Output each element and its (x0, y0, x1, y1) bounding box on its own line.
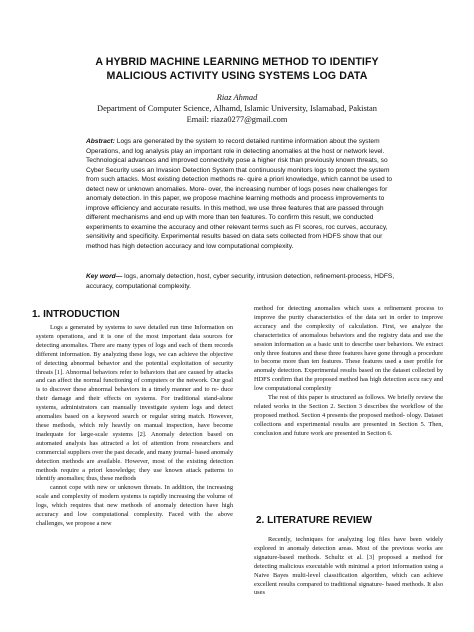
author-affiliation: Department of Computer Science, Alhamd, Islamic University, Islamabad, Pakistan (97, 104, 377, 113)
intro-paragraph-3: method for detecting anomalies which uses a refinement process to improve the purity characteristics of the data set in order to improve accuracy and the complexity of calculation. First, we analyze the characteristics of anomalous behaviors and the registry data and use the session information as a basic unit to describe user behaviors. We extract only three features and these three features have gone through a procedure to become more than ten features. These features used a user profile for anomaly detection. Experimental results based on the dataset collected by HDFS confirm that the proposed method has high detection accu racy and low computational complexity (254, 305, 443, 393)
section-heading-literature-review: 2. LITERATURE REVIEW (256, 515, 372, 526)
title-line-1: A HYBRID MACHINE LEARNING METHOD TO IDENTIFY (95, 56, 379, 68)
intro-paragraph-2: cannot cope with new or unknown threats. In addition, the increasing scale and complexity of modern systems is rapidly increasing the volume of logs, which requires that new methods of anomaly detection have high accuracy and low computational complexity. Faced with the above challenges, we propose a new (36, 484, 233, 527)
abstract-text: Logs are generated by the system to record detailed runtime information about the system Operations, and log analysis play an important role in detecting anomalies at the host or network level. Technological advances and improved connectivity pose a higher risk than previously known threats, so Cyber Security uses an Invasion Detection System that continuously monitors logs to protect the system from such attacks. Most existing detection methods re- quire a priori knowledge, which cannot be used to detect new or unknown anomalies. More- over, the increasing number of logs poses new challenges for anomaly detection. In this paper, we propose machine learning methods and process improvements to improve efficiency and accurate results. In this method, we use three features that are passed through different mechanisms and end up with more than ten features. To confirm this result, we conducted experiments to examine the accuracy and other relevant terms such as FI scores, roc curves, accuracy, sensitivity and specificity. Experimental results based on data sets collected from HDFS show that our method has high detection accuracy and low computational complexity. (86, 138, 393, 250)
paper-title (30, 55, 444, 83)
intro-paragraph-1: Logs a generated by systems to save detailed run time Information on system operations, and it is one of the most important data sources for detecting anomalies. There are many types of logs and each of them records different information. By analyzing these logs, we can achieve the objective of detecting abnormal behavior and the potential exploitation of security threats [1]. Abnormal behaviors refer to behaviors that are caused by attacks and can affect the normal functioning of computers or the network. Our goal is to discover these abnormal behaviors in a timely manner and to re- duce their damage and their effects on systems. For traditional stand-alone systems, administrators can manually investigate system logs and detect anomalies based on a keyword search or regular string match. However, these methods, which rely heavily on manual inspection, have become inadequate for large-scale systems [2]. Anomaly detection based on automated analysis has attracted a lot of attention from researchers and commercial suppliers over the past decade, and many journal- based anomaly detection methods are available. However, most of the existing detection methods require a priori knowledge; they use known attack patterns to identify anomalies; thus, these methods (36, 324, 233, 483)
keywords (86, 272, 404, 291)
literature-paragraph-1: Recently, techniques for analyzing log files have been widely explored in anomaly detection areas. Most of the previous works are signature-based methods. Schultz et al. [3] proposed a method for detecting malicious executable with minimal a priori information using a Naive Bayes multi-level classification algorithm, which can achieve excellent results compared to traditional signature- based methods. It also uses (254, 536, 443, 597)
literature-column (254, 536, 443, 598)
section-heading-introduction: 1. INTRODUCTION (32, 309, 120, 320)
keywords-label: Key word— (86, 273, 123, 280)
keywords-text: logs, anomaly detection, host, cyber security, intrusion detection, refinement-process, HDFS, accuracy, computational complexity. (86, 273, 395, 290)
abstract (86, 137, 404, 251)
author-name: Riaz Ahmad (216, 93, 258, 102)
left-column (36, 324, 233, 529)
abstract-label: Abstract: (86, 138, 115, 145)
author-email: Email: riaza0277@gmail.com (186, 115, 288, 124)
right-column (254, 305, 443, 439)
title-line-2: MALICIOUS ACTIVITY USING SYSTEMS LOG DATA (106, 70, 368, 82)
intro-paragraph-4: The rest of this paper is structured as follows. We briefly review the related works in the Section 2. Section 3 describes the workflow of the proposed method. Section 4 presents the proposed method- ology. Dataset collections and experimental results are presented in Section 5. Then, conclusion and future work are presented in Section 6. (254, 394, 443, 437)
